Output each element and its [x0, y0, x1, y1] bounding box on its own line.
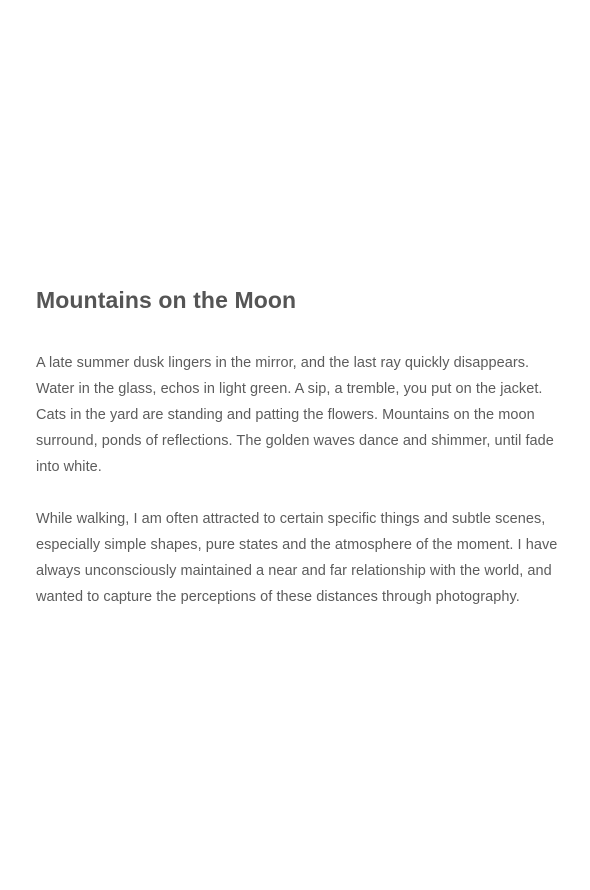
article	[36, 284, 566, 610]
article-title: Mountains on the Moon	[36, 287, 297, 313]
article-paragraph-1: A late summer dusk lingers in the mirror, and the last ray quickly disappears. Water in the glass, echos in light green. A sip, a tremble, you put on the jacket. Cats in the yard are standing and patting the flowers. Mountains on the moon surround, ponds of reflections. The golden waves dance and shimmer, until fade into white.	[36, 355, 554, 475]
article-paragraph-2: While walking, I am often attracted to certain specific things and subtle scenes, especially simple shapes, pure states and the atmosphere of the moment. I have always unconsciously maintained a near and far relationship with the world, and wanted to capture the perceptions of these distances through photography.	[36, 511, 558, 605]
